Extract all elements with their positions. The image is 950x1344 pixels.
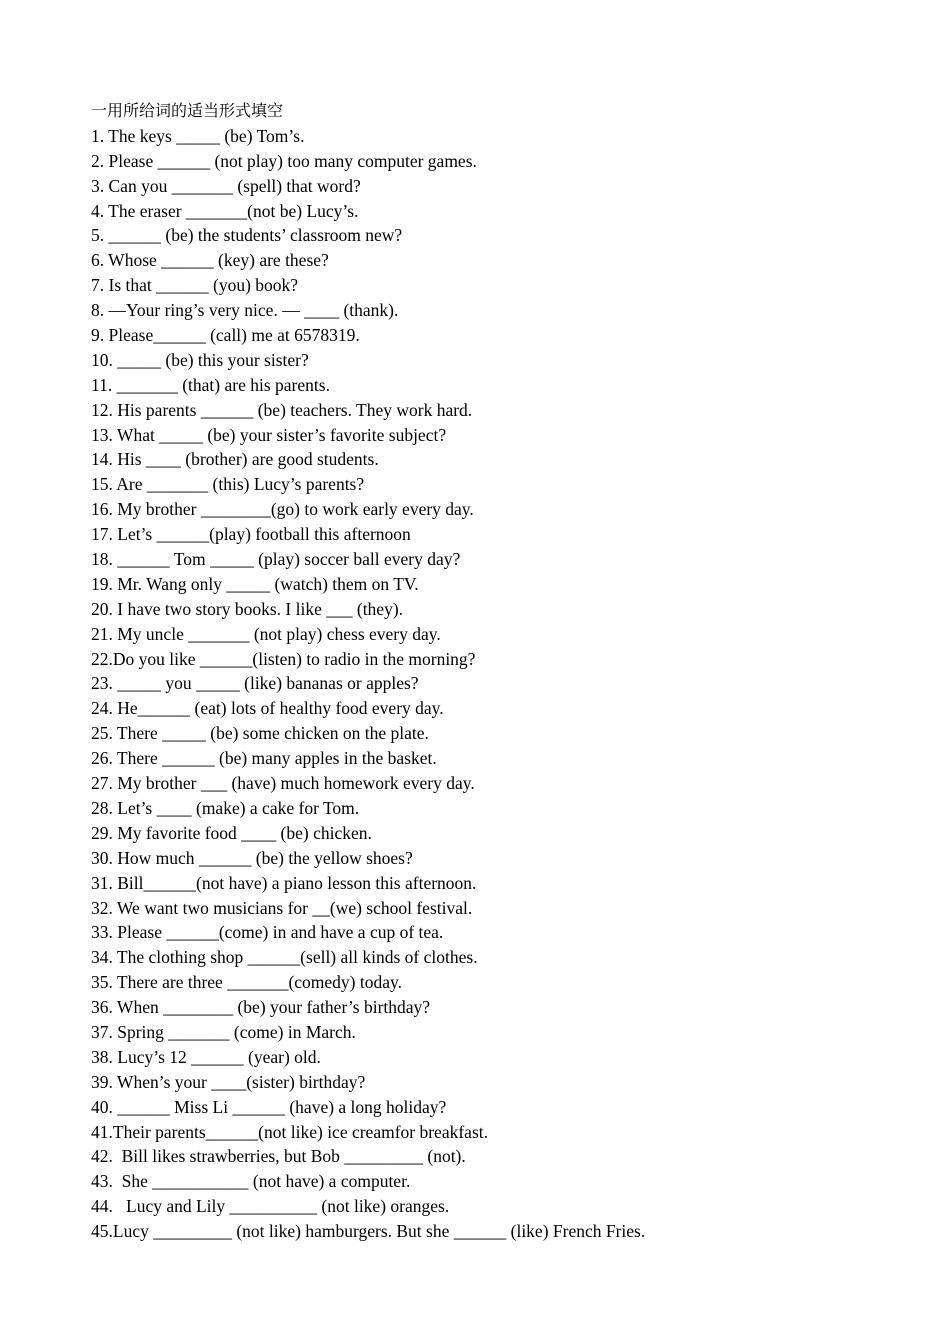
- exercise-list: [91, 124, 891, 1244]
- exercise-item-30: 30. How much ______ (be) the yellow shoes?: [91, 847, 413, 868]
- exercise-item-6: 6. Whose ______ (key) are these?: [91, 250, 329, 271]
- exercise-item-38: 38. Lucy’s 12 ______ (year) old.: [91, 1046, 321, 1067]
- exercise-item-22: 22.Do you like ______(listen) to radio in the morning?: [91, 648, 476, 669]
- exercise-item-20: 20. I have two story books. I like ___ (they).: [91, 598, 404, 619]
- exercise-item-16: 16. My brother ________(go) to work early every day.: [91, 499, 474, 520]
- exercise-item-27: 27. My brother ___ (have) much homework every day.: [91, 773, 475, 794]
- exercise-item-18: 18. ______ Tom _____ (play) soccer ball every day?: [91, 549, 461, 570]
- exercise-item-44: 44. Lucy and Lily __________ (not like) oranges.: [91, 1196, 450, 1217]
- exercise-item-14: 14. His ____ (brother) are good students.: [91, 449, 379, 470]
- exercise-item-11: 11. _______ (that) are his parents.: [91, 374, 330, 395]
- exercise-item-36: 36. When ________ (be) your father’s birthday?: [91, 997, 431, 1018]
- exercise-item-26: 26. There ______ (be) many apples in the basket.: [91, 748, 437, 769]
- exercise-item-35: 35. There are three _______(comedy) today.: [91, 972, 402, 993]
- exercise-item-12: 12. His parents ______ (be) teachers. They work hard.: [91, 399, 473, 420]
- exercise-item-39: 39. When’s your ____(sister) birthday?: [91, 1071, 366, 1092]
- exercise-item-42: 42. Bill likes strawberries, but Bob _________ (not).: [91, 1146, 466, 1167]
- exercise-item-29: 29. My favorite food ____ (be) chicken.: [91, 822, 372, 843]
- exercise-item-23: 23. _____ you _____ (like) bananas or apples?: [91, 673, 419, 694]
- exercise-item-19: 19. Mr. Wang only _____ (watch) them on TV.: [91, 573, 419, 594]
- exercise-item-33: 33. Please ______(come) in and have a cup of tea.: [91, 922, 444, 943]
- exercise-item-4: 4. The eraser _______(not be) Lucy’s.: [91, 200, 359, 221]
- exercise-item-1: 1. The keys _____ (be) Tom’s.: [91, 125, 305, 146]
- exercise-item-17: 17. Let’s ______(play) football this afternoon: [91, 524, 411, 545]
- exercise-item-40: 40. ______ Miss Li ______ (have) a long holiday?: [91, 1096, 447, 1117]
- exercise-item-31: 31. Bill______(not have) a piano lesson this afternoon.: [91, 872, 477, 893]
- exercise-item-41: 41.Their parents______(not like) ice creamfor breakfast.: [91, 1121, 488, 1142]
- exercise-item-15: 15. Are _______ (this) Lucy’s parents?: [91, 474, 365, 495]
- exercise-item-32: 32. We want two musicians for __(we) school festival.: [91, 897, 473, 918]
- exercise-item-2: 2. Please ______ (not play) too many computer games.: [91, 150, 477, 171]
- exercise-heading: 一用所给词的适当形式填空: [91, 101, 284, 120]
- exercise-content: [91, 99, 891, 1244]
- exercise-item-10: 10. _____ (be) this your sister?: [91, 349, 309, 370]
- exercise-item-9: 9. Please______ (call) me at 6578319.: [91, 325, 360, 346]
- exercise-item-3: 3. Can you _______ (spell) that word?: [91, 175, 361, 196]
- exercise-item-25: 25. There _____ (be) some chicken on the plate.: [91, 723, 429, 744]
- exercise-item-34: 34. The clothing shop ______(sell) all kinds of clothes.: [91, 947, 478, 968]
- exercise-item-8: 8. —Your ring’s very nice. — ____ (thank).: [91, 300, 399, 321]
- exercise-item-43: 43. She ___________ (not have) a computer.: [91, 1171, 411, 1192]
- exercise-item-45: 45.Lucy _________ (not like) hamburgers. But she ______ (like) French Fries.: [91, 1221, 646, 1242]
- exercise-item-37: 37. Spring _______ (come) in March.: [91, 1021, 356, 1042]
- exercise-item-24: 24. He______ (eat) lots of healthy food every day.: [91, 698, 444, 719]
- exercise-item-7: 7. Is that ______ (you) book?: [91, 275, 299, 296]
- exercise-item-5: 5. ______ (be) the students’ classroom new?: [91, 225, 403, 246]
- exercise-item-13: 13. What _____ (be) your sister’s favorite subject?: [91, 424, 447, 445]
- exercise-item-28: 28. Let’s ____ (make) a cake for Tom.: [91, 797, 360, 818]
- exercise-item-21: 21. My uncle _______ (not play) chess every day.: [91, 623, 441, 644]
